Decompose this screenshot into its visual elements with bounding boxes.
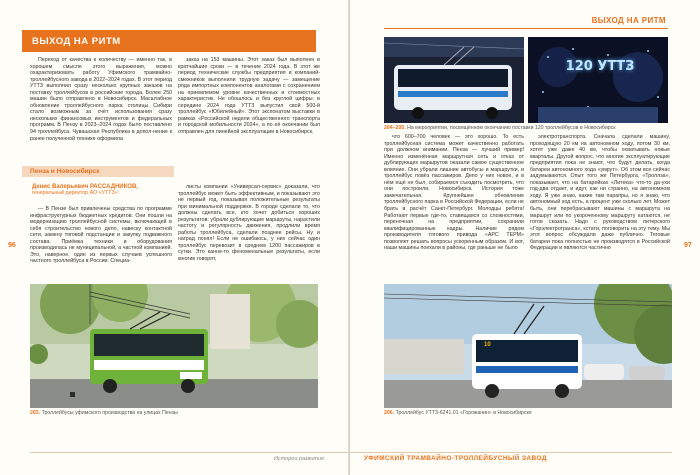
quote-column-2	[178, 184, 320, 263]
article-column-2	[178, 57, 320, 136]
article-paragraph: Переход от качества к количеству — именно так, в хорошем смысле этого выражения, можно охарактеризовать работу Уфимского трамвайно-троллейбусного завода в 2022–2024 годах. В этот период УТТЗ выполнил сразу несколько крупных заказов на поставку троллейбусов в российские города. Более 250 машин было отправлено в Новосибирск. Масштабное обновление троллейбусного парка столицы Сибири стало возможным за счёт использования сразу нескольких финансовых инструментов и федеральных программ. В Пензу в 2023–2024 годах было поставлено 94 троллейбуса. Чувашская Республика в допол-нение к ранее полученной технике оформила	[30, 57, 172, 142]
route-number: 10	[484, 342, 491, 348]
author-role: генеральный директор АО «УТТЗ»:	[32, 190, 119, 196]
illuminated-sign-illustration	[528, 37, 668, 123]
footer-divider	[30, 452, 350, 453]
caption-203	[30, 410, 320, 416]
caption-number: 203.	[30, 410, 41, 416]
penza-trolleybus-illustration	[30, 284, 318, 408]
photo-206-novosibirsk-trolleybus	[384, 284, 672, 408]
author-block	[32, 184, 172, 196]
header-divider	[384, 28, 668, 29]
sign-text: 120 УТТЗ	[565, 59, 635, 74]
photo-204-trolleybus-depot	[384, 37, 524, 123]
chapter-banner: ВЫХОД НА РИТМ	[22, 30, 316, 52]
caption-number: 204–205.	[384, 125, 406, 131]
photo-205-illuminated-sign	[528, 37, 668, 123]
page-number-left: 96	[8, 242, 16, 249]
caption-206	[384, 410, 674, 416]
caption-text: Троллейбусы уфимского производства на улицах Пензы	[41, 410, 178, 416]
caption-number: 206.	[384, 410, 395, 416]
article-column-3	[384, 134, 524, 252]
section-title: Пенза и Новосибирск	[22, 166, 174, 177]
quote-column-1	[30, 206, 172, 265]
quote-paragraph: листы компании «Универсал-сервис» доказали, что троллейбус может быть эффективным, и показывают это не первый год, показывая положительные результаты при минимальной поддержке. В городе сделали то, что должны сделать все, кто хочет добиться хороших результатов: убрали дублирующие маршруты, нарастили частоту и регулярность движения, продлили время работы троллейбуса, сделали позднее рейсы. Ну и наград понял! Если не ошибаюсь, у них сейчас один троллейбус перевозит в среднем 1200 пассажиров в сутки. Это канне-то феноменальные результаты, если многие говорят,	[178, 184, 320, 263]
novosibirsk-trolleybus-illustration	[384, 284, 672, 408]
photo-203-penza-trolleybus	[30, 284, 318, 408]
footer-left-text: Истории развития	[273, 456, 324, 462]
article-column-1	[30, 57, 172, 142]
article-paragraph: заказ на 153 машины. Этот заказ был выполнен в кратчайшие сроки — в течение 2024 года. В этот же период технические службы предприятия и компаний-смежников выполнили трудную задачу — замещение ряда импортных компонентов аналогами с сохранением на приемлемом уровне качественных и стоимостных характеристик. Не обошлось и без круглой цифры: в середине 2024 года УТТЗ выпустил свой 500-й троллейбус «Юбилейный». Этот экспонатом выставки в рамках «Российской недели общественного транспорта и городской мобильности 2024», а по её окончании был отправлен для линейной эксплуатации в Новосибирск.	[178, 57, 320, 136]
footer-divider	[350, 452, 672, 453]
article-column-4	[530, 134, 670, 252]
caption-204-205	[384, 125, 674, 131]
chapter-header: ВЫХОД НА РИТМ	[591, 16, 666, 25]
page-number-right: 97	[684, 242, 692, 249]
depot-trolleybus-illustration	[384, 37, 524, 123]
article-paragraph: электротранспорта. Сначала сделали машину, проходящую 20 км на автономном ходу, потом 30 км, хотят уже даже 40 км, чтобы охватывать новые кварталы. Другой вопрос, что многие эксплуатирующие предприятия пока не знают, что будут делать, когда батареи автономного хода «умрут». Об этом все сейчас задумываются. Опыт того же Петербурга, «Троллза», показывает, что на батарейках «Литека» что-то да-ухи год-два отдает, и идут, как ни странно, на автономном ходу. Я уже знаю, какие там парапры, но я знаю, что автономный ход есть, а процент уже сколько лет. Может быть, они перебрасывают машины с маршрута на маршрут или по укороченному маршруту катаются, не готов сказать. Надо с руководством питерского «Горэлектротранса», кстати, поговорить на эту тему. Мы этот вопрос обсуждали даже публично. Тяговые батареи пока полностью не производятся в Российской Федерации и являются частично	[530, 134, 670, 252]
right-page	[350, 0, 700, 475]
bus-fleet-number: 2374	[181, 373, 194, 379]
quote-paragraph: — В Пензе был привлечены средства по программе инфраструктурных бюджетных кредитов. Они пошли на модернизацию троллейбусной системы, включающей в себя строительство нового депо, навеску контактной сети, замену тяговой подстанции и закупку подвижного состава. Приёмка техники и оборудования производилась не муниципальной, а частной компанией. Это, наверное, один из первых случаев успешного частного троллейбуса в России. Специа-	[30, 206, 172, 265]
footer-right-text: УФИМСКИЙ ТРАМВАЙНО-ТРОЛЛЕЙБУСНЫЙ ЗАВОД	[364, 455, 547, 462]
caption-text: На мероприятии, посвящённом окончанию поставки 120 троллейбусов в Новосибирск	[407, 125, 616, 131]
caption-text: Троллейбус УТТЗ-6241.01 «Горожанин» в Новосибирске	[395, 410, 532, 416]
article-paragraph: что 600–700 человек — это хорошо. То есть троллейбусная система может качественно работать при должном внимании. Пенза — лучший пример! Именно изменённая маршрутная сеть и отказ от дублирующих маршрутов оказали самое существенное влияние. Они убрали лишние автобусы и маршрутки, и троллейбус повёз пассажиров. Депо у них новое, и в нём ещё не был, собираемся съездить посмотреть, что они построили. Новосибирск. История тоже замечательная. Крупнейшее обновление троллейбусного парка в Российской Федерации, если не брать в расчёт Санкт-Петербург. Молодцы ребята! Работают первые где-то, ставящаяся со сложностями, переночная на предприятии, сохранили квалифицированные кадры. Наличие рядом производителя тягового привода «АРС ТЕРМ» позволяет решать вопросы ускоренным образом. И вот, наши машины поехали в районы, где раньше не было	[384, 134, 524, 252]
author-name: Денис Валерьевич РАССАДНИКОВ,	[32, 184, 138, 190]
